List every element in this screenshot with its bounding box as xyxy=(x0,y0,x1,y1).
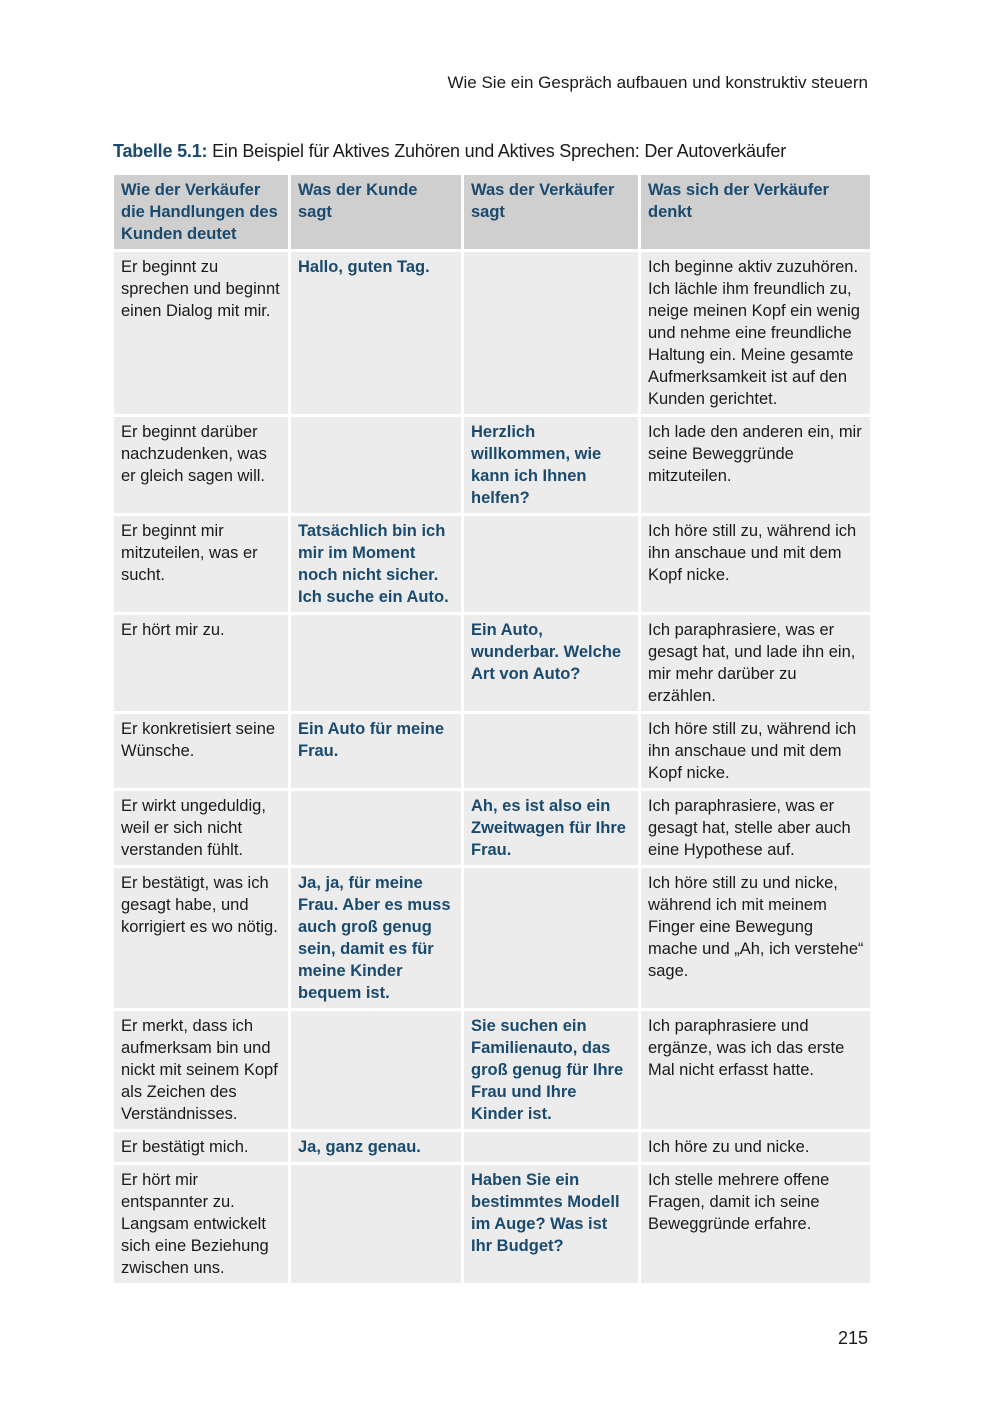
cell-seller-says xyxy=(463,713,640,790)
table-row xyxy=(113,1164,872,1285)
cell-seller-thinks: Ich paraphrasiere und ergänze, was ich das erste Mal nicht erfasst hatte. xyxy=(640,1010,872,1131)
cell-interpretation: Er beginnt zu sprechen und beginnt einen Dialog mit mir. xyxy=(113,251,290,416)
header-seller-says: Was der Verkäufer sagt xyxy=(463,174,640,251)
cell-customer-says xyxy=(290,1164,463,1285)
table-row xyxy=(113,416,872,515)
cell-customer-says: Tatsächlich bin ich mir im Moment noch nicht sicher. Ich suche ein Auto. xyxy=(290,515,463,614)
cell-customer-says xyxy=(290,790,463,867)
cell-customer-says: Ja, ja, für meine Frau. Aber es muss auch groß genug sein, damit es für meine Kinder bequem ist. xyxy=(290,867,463,1010)
cell-seller-thinks: Ich höre zu und nicke. xyxy=(640,1131,872,1164)
table-row xyxy=(113,515,872,614)
header-interpretation: Wie der Verkäufer die Handlungen des Kunden deutet xyxy=(113,174,290,251)
cell-interpretation: Er wirkt ungeduldig, weil er sich nicht verstanden fühlt. xyxy=(113,790,290,867)
table-row xyxy=(113,713,872,790)
cell-interpretation: Er merkt, dass ich aufmerksam bin und nickt mit seinem Kopf als Zeichen des Verständnisses. xyxy=(113,1010,290,1131)
header-customer-says: Was der Kunde sagt xyxy=(290,174,463,251)
running-head: Wie Sie ein Gespräch aufbauen und konstruktiv steuern xyxy=(447,73,868,92)
table-row xyxy=(113,867,872,1010)
cell-seller-says: Ah, es ist also ein Zweitwagen für Ihre Frau. xyxy=(463,790,640,867)
cell-seller-thinks: Ich höre still zu, während ich ihn anschaue und mit dem Kopf nicke. xyxy=(640,515,872,614)
cell-seller-says: Herzlich willkommen, wie kann ich Ihnen helfen? xyxy=(463,416,640,515)
cell-seller-thinks: Ich stelle mehrere offene Fragen, damit ich seine Beweggründe erfahre. xyxy=(640,1164,872,1285)
table-caption xyxy=(113,141,873,162)
cell-seller-thinks: Ich höre still zu und nicke, während ich mit meinem Finger eine Bewegung mache und „Ah, ich verstehe“ sage. xyxy=(640,867,872,1010)
cell-seller-says xyxy=(463,515,640,614)
cell-seller-thinks: Ich paraphrasiere, was er gesagt hat, und lade ihn ein, mir mehr darüber zu erzählen. xyxy=(640,614,872,713)
cell-interpretation: Er konkretisiert seine Wünsche. xyxy=(113,713,290,790)
page-number: 215 xyxy=(837,1328,868,1348)
cell-seller-says: Sie suchen ein Familienauto, das groß genug für Ihre Frau und Ihre Kinder ist. xyxy=(463,1010,640,1131)
caption-text: Ein Beispiel für Aktives Zuhören und Aktives Sprechen: Der Autoverkäufer xyxy=(207,141,787,161)
table-row xyxy=(113,1131,872,1164)
cell-seller-thinks: Ich paraphrasiere, was er gesagt hat, stelle aber auch eine Hypothese auf. xyxy=(640,790,872,867)
header-seller-thinks: Was sich der Verkäufer denkt xyxy=(640,174,872,251)
cell-seller-thinks: Ich höre still zu, während ich ihn anschaue und mit dem Kopf nicke. xyxy=(640,713,872,790)
cell-customer-says xyxy=(290,614,463,713)
cell-seller-says xyxy=(463,867,640,1010)
cell-interpretation: Er beginnt darüber nachzudenken, was er gleich sagen will. xyxy=(113,416,290,515)
cell-seller-says: Ein Auto, wunderbar. Welche Art von Auto? xyxy=(463,614,640,713)
cell-customer-says xyxy=(290,1010,463,1131)
cell-interpretation: Er hört mir entspannter zu. Langsam entwickelt sich eine Beziehung zwischen uns. xyxy=(113,1164,290,1285)
table-row xyxy=(113,790,872,867)
cell-interpretation: Er bestätigt, was ich gesagt habe, und korrigiert es wo nötig. xyxy=(113,867,290,1010)
table-row xyxy=(113,614,872,713)
cell-customer-says xyxy=(290,416,463,515)
cell-interpretation: Er bestätigt mich. xyxy=(113,1131,290,1164)
cell-interpretation: Er hört mir zu. xyxy=(113,614,290,713)
cell-interpretation: Er beginnt mir mitzuteilen, was er sucht. xyxy=(113,515,290,614)
cell-seller-says xyxy=(463,251,640,416)
dialogue-table xyxy=(111,172,873,1286)
cell-seller-says: Haben Sie ein bestimmtes Modell im Auge? Was ist Ihr Budget? xyxy=(463,1164,640,1285)
table-row xyxy=(113,251,872,416)
cell-customer-says: Ein Auto für meine Frau. xyxy=(290,713,463,790)
cell-customer-says: Ja, ganz genau. xyxy=(290,1131,463,1164)
table-row xyxy=(113,1010,872,1131)
table-header-row xyxy=(113,174,872,251)
cell-customer-says: Hallo, guten Tag. xyxy=(290,251,463,416)
cell-seller-says xyxy=(463,1131,640,1164)
caption-label: Tabelle 5.1: xyxy=(113,141,208,161)
cell-seller-thinks: Ich beginne aktiv zuzuhören. Ich lächle ihm freundlich zu, neige meinen Kopf ein wenig und nehme eine freundliche Haltung ein. Meine gesamte Aufmerksamkeit ist auf den Kunden gerichtet. xyxy=(640,251,872,416)
cell-seller-thinks: Ich lade den anderen ein, mir seine Beweggründe mitzuteilen. xyxy=(640,416,872,515)
